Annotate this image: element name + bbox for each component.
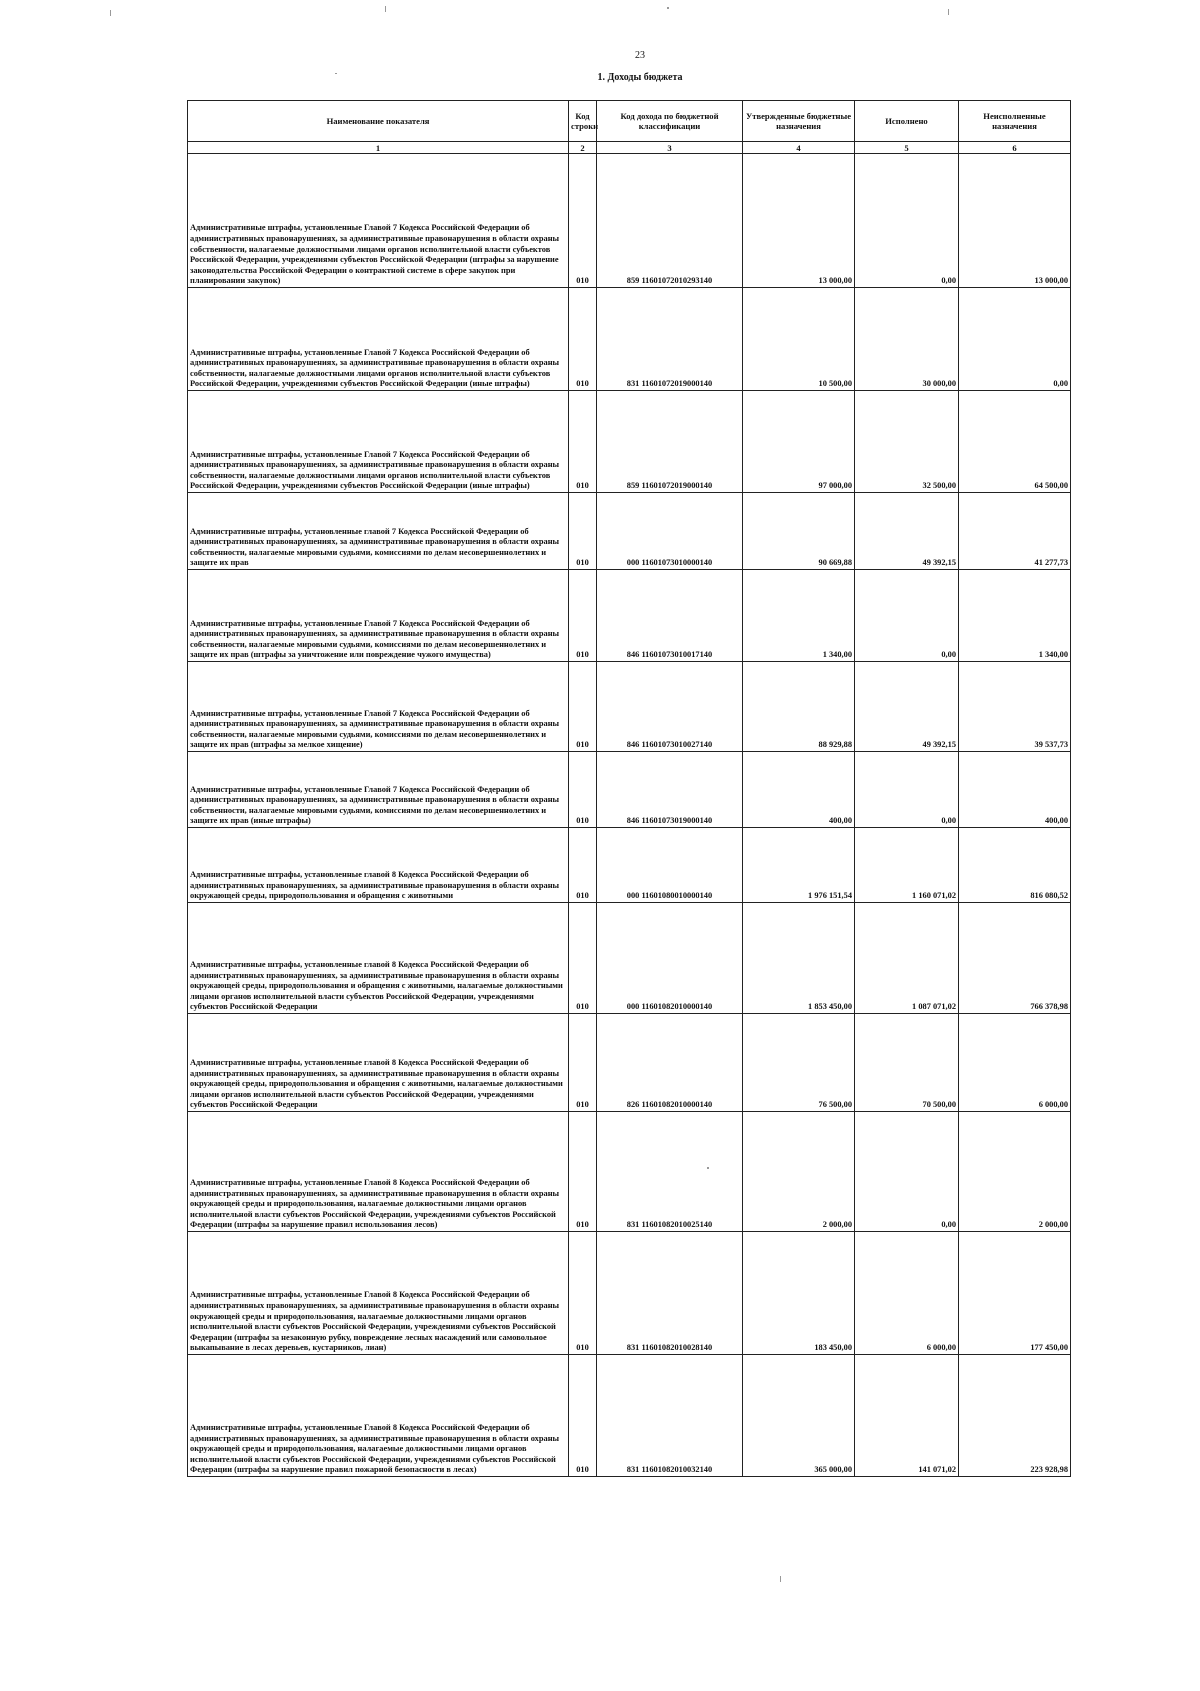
column-number: 1 (188, 142, 569, 154)
row-line-code: 010 (569, 1112, 597, 1232)
row-name: Административные штрафы, установленные Главой 8 Кодекса Российской Федерации об административных правонарушениях, за административные правонарушения в области охраны окружающей среды и природопользования, налагаемые должностными лицами органов исполнительной власти субъектов Российской Федерации, учреждениями субъектов Российской Федерации (штрафы за незаконную рубку, повреждение лесных насаждений или самовольное выкапывание в лесах деревьев, кустарников, лиан) (188, 1232, 569, 1355)
row-unexecuted: 223 928,98 (959, 1355, 1071, 1477)
row-executed: 0,00 (855, 154, 959, 288)
row-line-code: 010 (569, 662, 597, 752)
row-line-code: 010 (569, 1232, 597, 1355)
row-unexecuted: 13 000,00 (959, 154, 1071, 288)
row-executed: 6 000,00 (855, 1232, 959, 1355)
row-name: Административные штрафы, установленные главой 7 Кодекса Российской Федерации об административных правонарушениях, за административные правонарушения в области охраны собственности, налагаемые мировыми судьями, комиссиями по делам несовершеннолетних и защите их прав (188, 493, 569, 570)
table-row (188, 1112, 1071, 1232)
row-name: Административные штрафы, установленные главой 8 Кодекса Российской Федерации об административных правонарушениях, за административные правонарушения в области охраны окружающей среды, природопользования и обращения с животными, налагаемые должностными лицами органов исполнительной власти субъектов Российской Федерации, учреждениями субъектов Российской Федерации (188, 903, 569, 1014)
column-number: 4 (743, 142, 855, 154)
row-approved: 97 000,00 (743, 391, 855, 493)
row-unexecuted: 400,00 (959, 752, 1071, 828)
table-row (188, 154, 1071, 288)
row-unexecuted: 39 537,73 (959, 662, 1071, 752)
row-budget-code: 831 11601082010032140 (597, 1355, 743, 1477)
column-number: 2 (569, 142, 597, 154)
row-approved: 1 340,00 (743, 570, 855, 662)
row-line-code: 010 (569, 1355, 597, 1477)
revenue-table (187, 100, 1071, 1477)
row-line-code: 010 (569, 828, 597, 903)
row-budget-code: 846 11601073019000140 (597, 752, 743, 828)
page-number: 23 (635, 50, 645, 61)
row-approved: 10 500,00 (743, 288, 855, 391)
scan-speck (335, 73, 337, 74)
row-approved: 90 669,88 (743, 493, 855, 570)
row-executed: 30 000,00 (855, 288, 959, 391)
row-name: Административные штрафы, установленные Главой 7 Кодекса Российской Федерации об административных правонарушениях, за административные правонарушения в области охраны собственности, налагаемые мировыми судьями, комиссиями по делам несовершеннолетних и защите их прав (штрафы за мелкое хищение) (188, 662, 569, 752)
scan-speck (385, 6, 386, 12)
row-approved: 2 000,00 (743, 1112, 855, 1232)
row-executed: 49 392,15 (855, 662, 959, 752)
row-unexecuted: 41 277,73 (959, 493, 1071, 570)
table-row (188, 903, 1071, 1014)
scan-speck (667, 7, 669, 9)
table-row (188, 828, 1071, 903)
row-unexecuted: 177 450,00 (959, 1232, 1071, 1355)
header-approved: Утвержденные бюджетные назначения (743, 101, 855, 142)
row-budget-code: 000 11601080010000140 (597, 828, 743, 903)
table-row (188, 288, 1071, 391)
row-executed: 32 500,00 (855, 391, 959, 493)
row-name: Административные штрафы, установленные Главой 7 Кодекса Российской Федерации об административных правонарушениях, за административные правонарушения в области охраны собственности, налагаемые должностными лицами органов исполнительной власти субъектов Российской Федерации, учреждениями субъектов Российской Федерации (иные штрафы) (188, 288, 569, 391)
table-row (188, 391, 1071, 493)
row-approved: 183 450,00 (743, 1232, 855, 1355)
table-row (188, 493, 1071, 570)
row-executed: 0,00 (855, 1112, 959, 1232)
row-name: Административные штрафы, установленные Главой 7 Кодекса Российской Федерации об административных правонарушениях, за административные правонарушения в области охраны собственности, налагаемые мировыми судьями, комиссиями по делам несовершеннолетних и защите их прав (иные штрафы) (188, 752, 569, 828)
row-name: Административные штрафы, установленные Главой 8 Кодекса Российской Федерации об административных правонарушениях, за административные правонарушения в области охраны окружающей среды и природопользования, налагаемые должностными лицами органов исполнительной власти субъектов Российской Федерации, учреждениями субъектов Российской Федерации (штрафы за нарушение правил использования лесов) (188, 1112, 569, 1232)
row-name: Административные штрафы, установленные Главой 8 Кодекса Российской Федерации об административных правонарушениях, за административные правонарушения в области охраны окружающей среды и природопользования, налагаемые должностными лицами органов исполнительной власти субъектов Российской Федерации, учреждениями субъектов Российской Федерации (штрафы за нарушение правил пожарной безопасности в лесах) (188, 1355, 569, 1477)
row-budget-code: 831 11601082010028140 (597, 1232, 743, 1355)
row-line-code: 010 (569, 391, 597, 493)
row-budget-code: 000 11601073010000140 (597, 493, 743, 570)
column-number-row (188, 142, 1071, 154)
header-executed: Исполнено (855, 101, 959, 142)
row-approved: 88 929,88 (743, 662, 855, 752)
column-number: 5 (855, 142, 959, 154)
row-name: Административные штрафы, установленные Главой 7 Кодекса Российской Федерации об административных правонарушениях, за административные правонарушения в области охраны собственности, налагаемые мировыми судьями, комиссиями по делам несовершеннолетних и защите их прав (штрафы за уничтожение или повреждение чужого имущества) (188, 570, 569, 662)
row-executed: 1 160 071,02 (855, 828, 959, 903)
row-approved: 1 853 450,00 (743, 903, 855, 1014)
table-row (188, 662, 1071, 752)
row-budget-code: 859 11601072019000140 (597, 391, 743, 493)
header-budget-code: Код дохода по бюджетной классификации (597, 101, 743, 142)
row-executed: 0,00 (855, 570, 959, 662)
table-row (188, 752, 1071, 828)
row-unexecuted: 816 080,52 (959, 828, 1071, 903)
row-executed: 141 071,02 (855, 1355, 959, 1477)
row-budget-code: 826 11601082010000140 (597, 1014, 743, 1112)
row-unexecuted: 766 378,98 (959, 903, 1071, 1014)
row-line-code: 010 (569, 903, 597, 1014)
header-unexecuted: Неисполненные назначения (959, 101, 1071, 142)
row-approved: 400,00 (743, 752, 855, 828)
row-line-code: 010 (569, 752, 597, 828)
row-executed: 49 392,15 (855, 493, 959, 570)
row-budget-code: 831 11601082010025140 (597, 1112, 743, 1232)
row-budget-code: 846 11601073010027140 (597, 662, 743, 752)
table-row (188, 1355, 1071, 1477)
table-row (188, 1232, 1071, 1355)
row-line-code: 010 (569, 154, 597, 288)
row-executed: 0,00 (855, 752, 959, 828)
table-header-row (188, 101, 1071, 142)
row-unexecuted: 0,00 (959, 288, 1071, 391)
row-unexecuted: 2 000,00 (959, 1112, 1071, 1232)
row-executed: 70 500,00 (855, 1014, 959, 1112)
row-unexecuted: 64 500,00 (959, 391, 1071, 493)
row-line-code: 010 (569, 288, 597, 391)
row-budget-code: 846 11601073010017140 (597, 570, 743, 662)
table-row (188, 570, 1071, 662)
header-line-code: Код строки (569, 101, 597, 142)
row-approved: 76 500,00 (743, 1014, 855, 1112)
row-line-code: 010 (569, 1014, 597, 1112)
row-approved: 1 976 151,54 (743, 828, 855, 903)
row-budget-code: 000 11601082010000140 (597, 903, 743, 1014)
row-line-code: 010 (569, 570, 597, 662)
row-unexecuted: 1 340,00 (959, 570, 1071, 662)
row-line-code: 010 (569, 493, 597, 570)
column-number: 3 (597, 142, 743, 154)
row-budget-code: 831 11601072019000140 (597, 288, 743, 391)
row-budget-code: 859 11601072010293140 (597, 154, 743, 288)
scan-speck (948, 9, 949, 15)
row-name: Административные штрафы, установленные главой 8 Кодекса Российской Федерации об административных правонарушениях, за административные правонарушения в области охраны окружающей среды, природопользования и обращения с животными, налагаемые должностными лицами органов исполнительной власти субъектов Российской Федерации, учреждениями субъектов Российской Федерации (188, 1014, 569, 1112)
scan-speck (780, 1576, 781, 1582)
scan-speck (110, 10, 111, 16)
row-executed: 1 087 071,02 (855, 903, 959, 1014)
row-approved: 365 000,00 (743, 1355, 855, 1477)
row-name: Административные штрафы, установленные главой 8 Кодекса Российской Федерации об административных правонарушениях, за административные правонарушения в области охраны окружающей среды, природопользования и обращения с животными (188, 828, 569, 903)
page-title: 1. Доходы бюджета (597, 72, 683, 83)
table-row (188, 1014, 1071, 1112)
row-name: Административные штрафы, установленные Главой 7 Кодекса Российской Федерации об административных правонарушениях, за административные правонарушения в области охраны собственности, налагаемые должностными лицами органов исполнительной власти субъектов Российской Федерации, учреждениями субъектов Российской Федерации (штрафы за нарушение законодательства Российской Федерации о контрактной системе в сфере закупок при планировании закупок) (188, 154, 569, 288)
row-unexecuted: 6 000,00 (959, 1014, 1071, 1112)
row-approved: 13 000,00 (743, 154, 855, 288)
row-name: Административные штрафы, установленные Главой 7 Кодекса Российской Федерации об административных правонарушениях, за административные правонарушения в области охраны собственности, налагаемые должностными лицами органов исполнительной власти субъектов Российской Федерации, учреждениями субъектов Российской Федерации (иные штрафы) (188, 391, 569, 493)
column-number: 6 (959, 142, 1071, 154)
header-name: Наименование показателя (188, 101, 569, 142)
